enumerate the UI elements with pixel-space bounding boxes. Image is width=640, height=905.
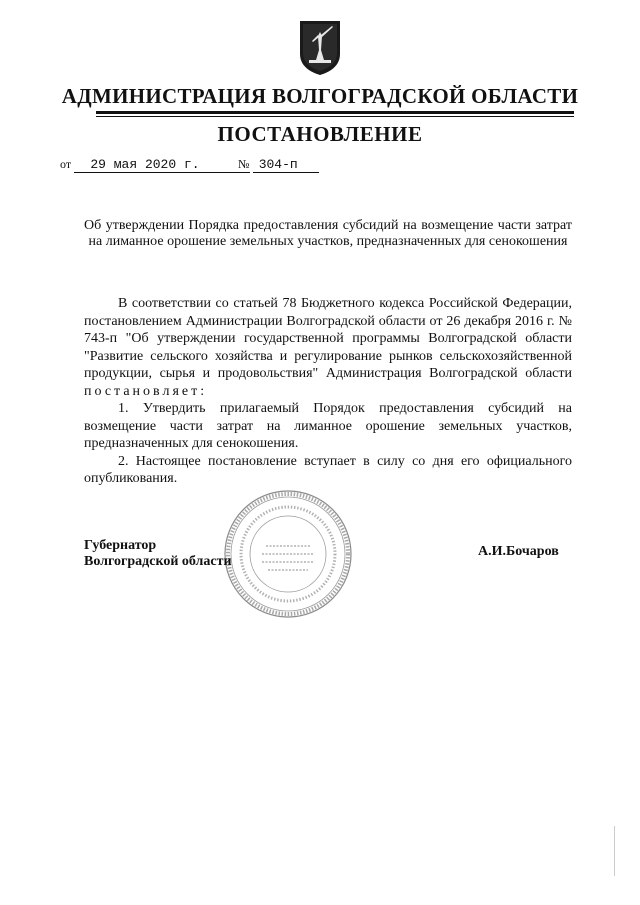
signatory-name: А.И.Бочаров (478, 544, 559, 559)
signatory-title-line-2: Волгоградской области (84, 554, 232, 569)
item-2-paragraph: 2. Настоящее постановление вступает в силу со дня его официального опубликования. (84, 453, 572, 486)
document-type: ПОСТАНОВЛЕНИЕ (217, 122, 423, 146)
organization-name: АДМИНИСТРАЦИЯ ВОЛГОГРАДСКОЙ ОБЛАСТИ (61, 84, 579, 108)
volgograd-coat-of-arms-icon (299, 20, 341, 76)
document-number-line (238, 156, 319, 173)
document-date: 29 мая 2020 г. (74, 157, 250, 173)
resolves-text: постановляет: (84, 383, 208, 399)
header-rule-thin (96, 116, 574, 117)
signatory-title-line-1: Губернатор (84, 538, 157, 553)
number-prefix: № (238, 157, 250, 171)
preamble-text: В соответствии со статьей 78 Бюджетного кодекса Российской Федерации, постановлением Администрации Волгоградской области от 26 декабря 2016 г. № 743-п "Об утверждении государственной программы Волгоградской области "Развитие сельского хозяйства и регулирование рынков сельскохозяйственной продукции, сырья и продовольствия" Администрация Волгоградской области (84, 296, 572, 381)
round-seal-icon (222, 488, 354, 620)
date-prefix: от (60, 157, 72, 171)
document-number: 304-п (253, 157, 319, 173)
document-subject: Об утверждении Порядка предоставления субсидий на возмещение части затрат на лиманное орошение земельных участков, предназначенных для сенокошения (84, 218, 572, 249)
header-rule-thick (96, 111, 574, 114)
item-1-paragraph: 1. Утвердить прилагаемый Порядок предоставления субсидий на возмещение части затрат на лиманное орошение земельных участков, предназначенных для сенокошения. (84, 401, 572, 451)
signatory-title (84, 538, 232, 570)
scan-edge-mark (614, 826, 615, 876)
document-body (84, 295, 572, 488)
document-date-line (60, 156, 250, 173)
preamble-paragraph (84, 295, 572, 400)
